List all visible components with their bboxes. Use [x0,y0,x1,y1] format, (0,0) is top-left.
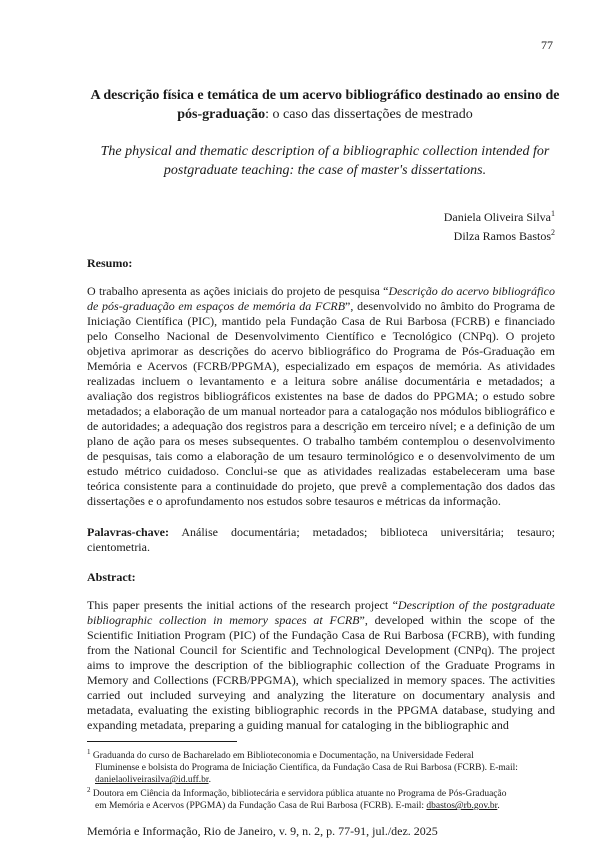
email-link[interactable]: dbastos@rb.gov.br [426,801,498,812]
keywords-text: Análise documentária; metadados; biblioteca universitária; tesauro; cientometria. [87,525,555,554]
project-title: Descrição do acervo bibliográfico de pós-graduação em espaços de memória da FCRB [87,284,555,313]
email-link[interactable]: danielaoliveirasilva@id.uff.br [95,775,209,786]
keywords [87,525,555,555]
footnote-divider [87,741,237,742]
author: Dilza Ramos Bastos$^2$ [453,228,555,243]
footnote-1: $^1$ Graduanda do curso de Bacharelado em Biblioteconomia e Documentação, na Universidade Federal Fluminense e bolsista do Programa de Iniciação Científica, da Fundação Casa de Rui Barbosa (FCRB). E-mail: danielaoliveirasilva@id.uff.br. [87,748,518,786]
project-title-en: Description of the postgraduate bibliographic collection in memory spaces at FCRB [87,598,555,627]
author: Daniela Oliveira Silva$^1$ [443,209,555,224]
footnote-ref[interactable]: 2 [551,228,555,237]
page-number: 77 [541,38,553,52]
keywords-label: Palavras-chave: [87,525,169,539]
resumo-body: O trabalho apresenta as ações iniciais do projeto de pesquisa “Descrição do acervo bibliográfico de pós-graduação em espaços de memória da FCRB”, desenvolvido no âmbito do Programa de Iniciação Científica (PIC), mantido pela Fundação Casa de Rui Barbosa (FCRB) e financiado pelo Conselho Nacional de Desenvolvimento Científico e Tecnológico (CNPq). O projeto objetiva aprimorar as descrições do acervo bibliográfico do Programa de Pós-Graduação em Memória e Acervos (FCRB/PPGMA), especializado em espaços de memória. As atividades realizadas incluem o levantamento e a leitura sobre análise documentária e metadados; a avaliação dos registros bibliográficos existentes na base de dados do PPGMA; o estudo sobre metadados; a elaboração de um manual norteador para a catalogação nos módulos bibliográfico e de autoridades; a adequação dos registros para a descrição em terceiro nível; e a definição de um plano de ação para os meses subsequentes. O trabalho também contemplou o desenvolvimento de pesquisas, tais como a elaboração de um tesauro terminológico e o desenvolvimento de um estudo métrico cuidadoso. Conclui-se que as atividades realizadas estabeleceram uma base teórica consistente para a continuidade do projeto, que prevê a complementação dos dados das dissertações e o aprofundamento nos estudos sobre tesauros e métricas da informação. [87,284,555,508]
abstract-body: This paper presents the initial actions of the research project “Description of the postgraduate bibliographic collection in memory spaces at FCRB”, developed within the scope of the Scientific Initiation Program (PIC) of the Fundação Casa de Rui Barbosa (FCRB), with funding from the National Council for Scientific and Technological Development (CNPq). The project aims to improve the description of the bibliographic collection of the Graduate Programs in Memory and Collections (FCRB/PPGMA), which specialized in memory spaces. The activities carried out included surveying and analyzing the literature on documentary analysis and metadata, evaluating the existing bibliographic records in the PPGMA database, studying and expanding metadata, preparing a guiding manual for cataloging in the bibliographic and [87,598,555,732]
journal-footer: Memória e Informação, Rio de Janeiro, v. 9, n. 2, p. 77-91, jul./dez. 2025 [87,824,438,838]
article-title-subtitle: : o caso das dissertações de mestrado [265,107,473,122]
footnote-2: $^2$ Doutora em Ciência da Informação, bibliotecária e servidora pública atuante no Programa de Pós-Graduação em Memória e Acervos (PPGMA) da Fundação Casa de Rui Barbosa (FCRB). E-mail: dbastos@rb.gov.br. [87,786,507,812]
resumo-heading: Resumo: [87,256,133,270]
article-title-english: The physical and thematic description of a bibliographic collection intended for postgraduate teaching: the case of master's dissertations. [100,144,550,178]
abstract-heading: Abstract: [87,570,136,584]
article-title [80,86,570,124]
footnote-ref[interactable]: 1 [551,209,555,218]
article-title-main: A descrição física e temática de um acervo bibliográfico destinado ao ensino de pós-graduação [90,88,560,122]
author-list [444,206,555,244]
